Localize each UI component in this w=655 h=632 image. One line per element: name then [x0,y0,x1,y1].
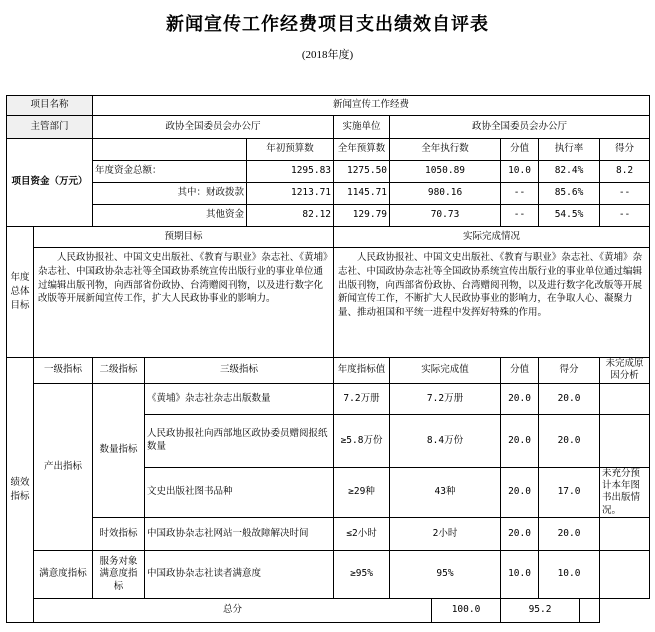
actual-goal-text: 人民政协报社、中国文史出版社、《教育与职业》杂志社、《黄埔》杂志社、中国政协杂志社等全国政协系统宣传出版行业的事业单位通过编辑出版刊物，向西部省份政协、台湾赠阅刊物，以及进行数字化改版等开展新闻宣传工作，不断扩大人民政协事业的影响力，在争取人心、凝聚力量、推动祖国和平统一进程中发挥好特殊的作用。 [334,248,650,358]
funds-col-header: 年初预算数 [247,139,334,161]
indicator-target: ≤2小时 [334,518,390,551]
total-score: 100.0 [432,599,501,623]
indicator-target: ≥29种 [334,467,390,517]
indicator-got: 20.0 [539,414,600,467]
funds-cell: -- [501,183,539,205]
output-indicator-label: 产出指标 [34,383,93,550]
timeliness-indicator-label: 时效指标 [93,518,145,551]
page-subtitle: (2018年度) [301,49,354,61]
funds-corner [93,139,247,161]
funds-cell: 1145.71 [334,183,390,205]
planned-goal-text: 人民政协报社、中国文史出版社、《教育与职业》杂志社、《黄埔》杂志社、中国政协杂志社等全国政协系统宣传出版行业的事业单位通过编辑出版刊物，向西部省份政协、台湾赠阅刊物，以及进行数字化改版等开展新闻宣传工作，扩大人民政协事业的影响力。 [34,248,334,358]
funds-cell: 129.79 [334,205,390,227]
indicator-actual: 2小时 [390,518,501,551]
indicator-actual: 8.4万份 [390,414,501,467]
page-title: 新闻宣传工作经费项目支出绩效自评表 [166,14,489,35]
indicator-header: 得分 [539,358,600,384]
funds-cell: 1213.71 [247,183,334,205]
indicator-header: 实际完成值 [390,358,501,384]
indicator-score: 10.0 [501,551,539,599]
project-name-label: 项目名称 [7,96,93,116]
funds-label: 项目资金（万元） [7,139,93,227]
satisfaction-indicator-label: 满意度指标 [34,551,93,599]
funds-row-label: 其中：财政拨款 [93,183,247,205]
indicator-name: 人民政协报社向西部地区政协委员赠阅报纸数量 [145,414,334,467]
indicator-score: 20.0 [501,383,539,414]
project-name-value: 新闻宣传工作经费 [93,96,650,116]
indicator-got: 17.0 [539,467,600,517]
indicator-target: 7.2万册 [334,383,390,414]
indicator-header: 未完成原因分析 [600,358,650,384]
funds-cell: 70.73 [390,205,501,227]
actual-goal-header: 实际完成情况 [334,227,650,248]
indicator-got: 20.0 [539,383,600,414]
indicator-header: 三级指标 [145,358,334,384]
indicator-actual: 7.2万册 [390,383,501,414]
funds-cell: 82.12 [247,205,334,227]
indicator-reason: 未充分预计本年图书出版情况。 [600,467,650,517]
indicator-reason [600,383,650,414]
dept-value: 政协全国委员会办公厅 [93,116,334,139]
funds-cell: 8.2 [600,161,650,183]
indicator-header: 一级指标 [34,358,93,384]
indicators-label: 绩效指标 [7,358,34,623]
indicator-header: 年度指标值 [334,358,390,384]
total-label: 总分 [34,599,432,623]
funds-cell: 980.16 [390,183,501,205]
funds-cell: 10.0 [501,161,539,183]
funds-cell: 85.6% [539,183,600,205]
funds-row-label: 其他资金 [93,205,247,227]
funds-row-label: 年度资金总额： [93,161,247,183]
funds-col-header: 分值 [501,139,539,161]
funds-col-header: 全年预算数 [334,139,390,161]
impl-value: 政协全国委员会办公厅 [390,116,650,139]
indicator-name: 中国政协杂志社读者满意度 [145,551,334,599]
funds-cell: 1295.83 [247,161,334,183]
indicator-name: 文史出版社图书品种 [145,467,334,517]
funds-cell: -- [600,183,650,205]
funds-cell: -- [600,205,650,227]
funds-col-header: 执行率 [539,139,600,161]
service-indicator-label: 服务对象满意度指标 [93,551,145,599]
goals-label: 年度总体目标 [7,227,34,358]
indicator-header: 二级指标 [93,358,145,384]
indicator-actual: 43种 [390,467,501,517]
indicator-got: 10.0 [539,551,600,599]
indicator-reason [600,518,650,551]
planned-goal-header: 预期目标 [34,227,334,248]
funds-cell: 54.5% [539,205,600,227]
funds-cell: 1275.50 [334,161,390,183]
indicator-score: 20.0 [501,518,539,551]
funds-cell: -- [501,205,539,227]
indicator-actual: 95% [390,551,501,599]
indicator-reason [600,551,650,599]
total-reason [580,599,600,623]
indicator-reason [600,414,650,467]
indicator-name: 中国政协杂志社网站一般故障解决时间 [145,518,334,551]
indicator-target: ≥95% [334,551,390,599]
funds-cell: 82.4% [539,161,600,183]
funds-col-header: 全年执行数 [390,139,501,161]
total-got: 95.2 [501,599,580,623]
impl-label: 实施单位 [334,116,390,139]
indicator-score: 20.0 [501,467,539,517]
indicator-score: 20.0 [501,414,539,467]
indicator-name: 《黄埔》杂志社杂志出版数量 [145,383,334,414]
dept-label: 主管部门 [7,116,93,139]
funds-cell: 1050.89 [390,161,501,183]
indicator-target: ≥5.8万份 [334,414,390,467]
funds-col-header: 得分 [600,139,650,161]
indicator-got: 20.0 [539,518,600,551]
performance-table [6,95,650,623]
indicator-header: 分值 [501,358,539,384]
quantity-indicator-label: 数量指标 [93,383,145,517]
